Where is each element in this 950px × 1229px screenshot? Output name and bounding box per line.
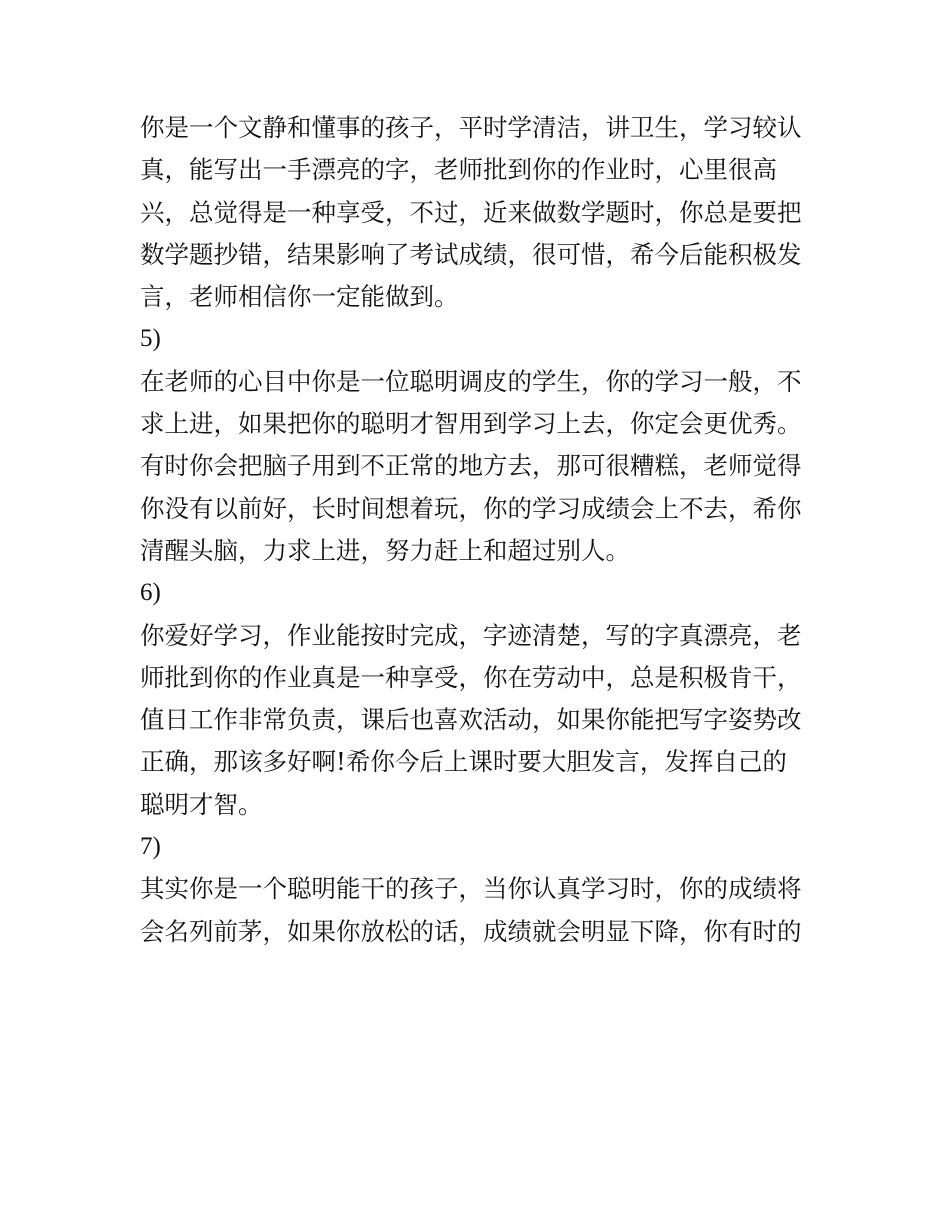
text-line: 你是一个文静和懂事的孩子，平时学清洁，讲卫生，学习较认 (140, 113, 802, 142)
text-line: 你没有以前好，长时间想着玩，你的学习成绩会上不去，希你 (140, 493, 802, 523)
text-line: 你爱好学习，作业能按时完成，字迹清楚，写的字真漂亮，老 (140, 620, 802, 650)
text-line: 聪明才智。 (140, 789, 263, 819)
text-line: 数学题抄错，结果影响了考试成绩，很可惜，希今后能积极发 (140, 239, 802, 269)
text-line: 清醒头脑，力求上进，努力赶上和超过别人。 (140, 535, 630, 565)
item-number: 7) (140, 833, 161, 861)
text-line: 值日工作非常负责，课后也喜欢活动，如果你能把写字姿势改 (140, 705, 802, 735)
text-line: 言，老师相信你一定能做到。 (140, 282, 459, 312)
text-line: 在老师的心目中你是一位聪明调皮的学生，你的学习一般，不 (140, 366, 802, 396)
text-line: 有时你会把脑子用到不正常的地方去，那可很糟糕，老师觉得 (140, 451, 802, 481)
document-body (140, 107, 812, 953)
text-line: 师批到你的作业真是一种享受，你在劳动中，总是积极肯干， (140, 662, 802, 692)
text-line: 正确，那该多好啊!希你今后上课时要大胆发言，发挥自己的 (140, 747, 787, 777)
text-line: 真，能写出一手漂亮的字，老师批到你的作业时，心里很高 (140, 155, 777, 185)
text-line: 求上进，如果把你的聪明才智用到学习上去，你定会更优秀。 (140, 409, 802, 439)
text-line: 其实你是一个聪明能干的孩子，当你认真学习时，你的成绩将 (140, 874, 802, 904)
item-number: 6) (140, 579, 161, 607)
item-number: 5) (140, 325, 161, 353)
text-line: 会名列前茅，如果你放松的话，成绩就会明显下降，你有时的 (140, 916, 802, 946)
text-line: 兴，总觉得是一种享受，不过，近来做数学题时，你总是要把 (140, 197, 802, 227)
